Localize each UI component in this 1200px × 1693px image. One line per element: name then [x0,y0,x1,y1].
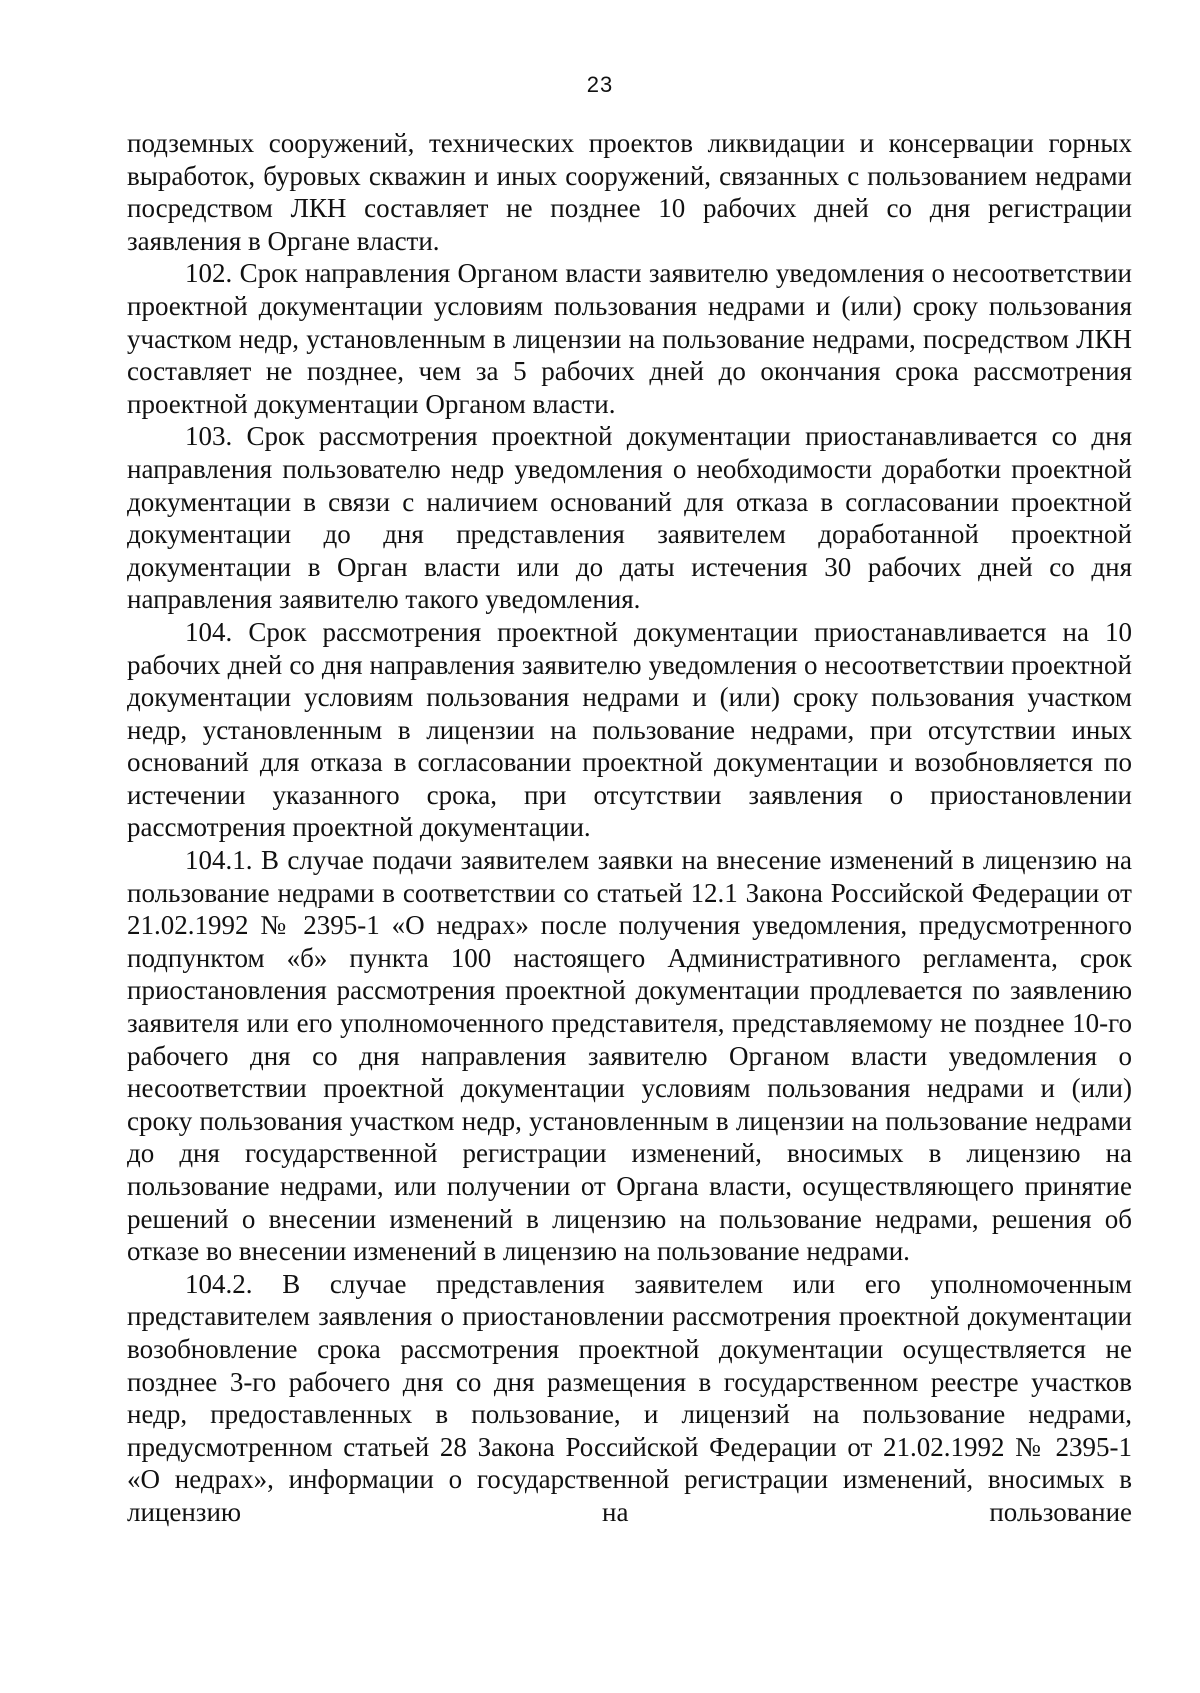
paragraph-104-2: 104.2. В случае представления заявителем или его уполномоченным представителем заявления о приостановлении рассмотрения проектной документации возобновление срока рассмотрения проектной документации осуществляется не позднее 3-го рабочего дня со дня размещения в государственном реестре участков недр, предоставленных в пользование, и лицензий на пользование недрами, предусмотренном статьей 28 Закона Российской Федерации от 21.02.1992 № 2395-1 «О недрах», информации о государственной регистрации изменений, вносимых в лицензию на пользование [127,1268,1132,1527]
paragraph-103: 103. Срок рассмотрения проектной документации приостанавливается со дня направления пользователю недр уведомления о необходимости доработки проектной документации в связи с наличием оснований для отказа в согласовании проектной документации до дня представления заявителем доработанной проектной документации в Орган власти или до даты истечения 30 рабочих дней со дня направления заявителю такого уведомления. [127,421,1132,615]
paragraph-102: 102. Срок направления Органом власти заявителю уведомления о несоответствии проектной документации условиям пользования недрами и (или) сроку пользования участком недр, установленным в лицензии на пользование недрами, посредством ЛКН составляет не позднее, чем за 5 рабочих дней до окончания срока рассмотрения проектной документации Органом власти. [127,258,1132,419]
document-body [127,127,1132,1529]
paragraph-104-1: 104.1. В случае подачи заявителем заявки на внесение изменений в лицензию на пользование недрами в соответствии со статьей 12.1 Закона Российской Федерации от 21.02.1992 № 2395-1 «О недрах» после получения уведомления, предусмотренного подпунктом «б» пункта 100 настоящего Административного регламента, срок приостановления рассмотрения проектной документации продлевается по заявлению заявителя или его уполномоченного представителя, представляемому не позднее 10-го рабочего дня со дня направления заявителю Органом власти уведомления о несоответствии проектной документации условиям пользования недрами и (или) сроку пользования участком недр, установленным в лицензии на пользование недрами до дня государственной регистрации изменений, вносимых в лицензию на пользование недрами, или получении от Органа власти, осуществляющего принятие решений о внесении изменений в лицензию на пользование недрами, решения об отказе во внесении изменений в лицензию на пользование недрами. [127,845,1132,1267]
paragraph-104: 104. Срок рассмотрения проектной документации приостанавливается на 10 рабочих дней со дня направления заявителю уведомления о несоответствии проектной документации условиям пользования недрами и (или) сроку пользования участком недр, установленным в лицензии на пользование недрами, при отсутствии иных оснований для отказа в согласовании проектной документации и возобновляется по истечении указанного срока, при отсутствии заявления о приостановлении рассмотрения проектной документации. [127,616,1132,843]
page-number: 23 [586,72,614,97]
paragraph-continuation: подземных сооружений, технических проектов ликвидации и консервации горных выработок, буровых скважин и иных сооружений, связанных с пользованием недрами посредством ЛКН составляет не позднее 10 рабочих дней со дня регистрации заявления в Органе власти. [127,128,1132,256]
